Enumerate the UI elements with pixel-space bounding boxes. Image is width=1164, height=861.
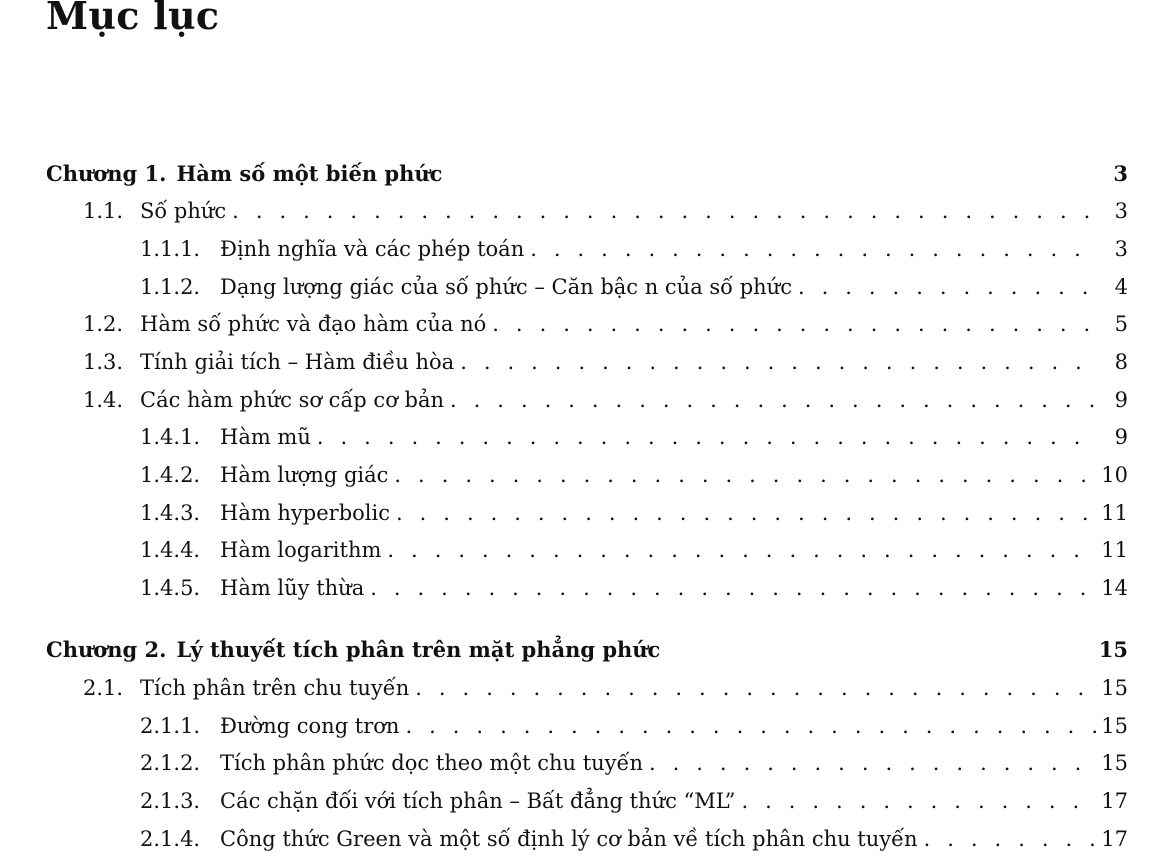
toc-entry-page: 9 [1114,425,1128,449]
toc-entry-number: 1.4.1. [140,425,201,449]
toc-entry-title: Hàm số một biến phức [176,161,443,186]
toc-entry-page: 17 [1101,827,1128,851]
toc-chapter-1[interactable] [46,161,1128,187]
toc-subsection-1-4-1[interactable] [140,424,1128,450]
toc-chapter-2[interactable] [46,637,1128,663]
toc-entry-title: Số phức [140,199,227,223]
toc-entry-title: Tích phân trên chu tuyến [140,676,410,700]
toc-subsection-1-1-2[interactable] [140,274,1128,300]
dot-leader [405,713,1096,739]
dot-leader [387,537,1096,563]
toc-section-1-3[interactable] [83,349,1128,375]
toc-entry-number: Chương 1. [46,161,167,186]
dot-leader [415,675,1096,701]
toc-entry-page: 5 [1114,312,1128,336]
toc-subsection-2-1-4[interactable] [140,826,1128,852]
toc-subsection-1-4-3[interactable] [140,500,1128,526]
dot-leader [741,788,1096,814]
toc-entry-page: 11 [1101,538,1128,562]
dot-leader [370,575,1096,601]
toc-entry-page: 9 [1114,388,1128,412]
toc-entry-title: Các chặn đối với tích phân – Bất đẳng thức “ML” [220,789,736,813]
toc-entry-page: 15 [1098,637,1128,662]
dot-leader [649,750,1096,776]
toc-entry-title: Hàm số phức và đạo hàm của nó [140,312,487,336]
toc-entry-title: Định nghĩa và các phép toán [220,237,525,261]
toc-subsection-2-1-1[interactable] [140,713,1128,739]
toc-entry-title: Tích phân phức dọc theo một chu tuyến [220,751,643,775]
page-title: Mục lục [46,0,220,38]
toc-entry-page: 8 [1114,350,1128,374]
toc-entry-number: 1.4.3. [140,501,201,525]
toc-entry-page: 15 [1101,751,1128,775]
toc-entry-title: Hàm lượng giác [220,463,389,487]
toc-entry-page: 17 [1101,789,1128,813]
toc-entry-page: 3 [1113,161,1128,186]
toc-entry-number: 1.1.2. [140,275,201,299]
toc-entry-number: 1.4.4. [140,538,201,562]
toc-entry-number: 1.4. [83,388,124,412]
toc-entry-page: 3 [1114,237,1128,261]
toc-entry-title: Hàm lũy thừa [220,576,365,600]
toc-entry-number: 1.3. [83,350,124,374]
dot-leader [492,311,1096,337]
toc-section-1-4[interactable] [83,387,1128,413]
toc-entry-page: 4 [1114,275,1128,299]
toc-entry-number: Chương 2. [46,637,167,662]
toc-entry-title: Dạng lượng giác của số phức – Căn bậc n của số phức [220,275,792,299]
toc-entry-title: Hàm logarithm [220,538,382,562]
toc-entry-title: Hàm hyperbolic [220,501,390,525]
toc-entry-title: Tính giải tích – Hàm điều hòa [140,350,455,374]
dot-leader [530,236,1096,262]
toc-entry-number: 1.4.5. [140,576,201,600]
toc-entry-number: 2.1.2. [140,751,201,775]
toc-entry-number: 1.4.2. [140,463,201,487]
toc-subsection-1-4-2[interactable] [140,462,1128,488]
dot-leader [396,500,1096,526]
toc-entry-number: 1.2. [83,312,124,336]
toc-entry-number: 2.1.3. [140,789,201,813]
toc-entry-title: Công thức Green và một số định lý cơ bản về tích phân chu tuyến [220,827,918,851]
dot-leader [798,274,1096,300]
toc-section-1-1[interactable] [83,198,1128,224]
toc-entry-title: Đường cong trơn [220,714,400,738]
dot-leader [450,387,1096,413]
toc-entry-page: 14 [1101,576,1128,600]
dot-leader [232,198,1096,224]
toc-subsection-1-1-1[interactable] [140,236,1128,262]
toc-entry-title: Các hàm phức sơ cấp cơ bản [140,388,444,412]
toc-subsection-2-1-3[interactable] [140,788,1128,814]
toc-entry-page: 11 [1101,501,1128,525]
toc-entry-number: 2.1.4. [140,827,201,851]
toc-entry-page: 15 [1101,714,1128,738]
toc-subsection-1-4-5[interactable] [140,575,1128,601]
toc-entry-title: Hàm mũ [220,425,311,449]
dot-leader [394,462,1096,488]
toc-entry-page: 10 [1101,463,1128,487]
toc-entry-title: Lý thuyết tích phân trên mặt phẳng phức [176,637,661,662]
toc-entry-number: 2.1.1. [140,714,201,738]
toc-section-2-1[interactable] [83,675,1128,701]
dot-leader [924,826,1096,852]
toc-subsection-1-4-4[interactable] [140,537,1128,563]
toc-entry-page: 15 [1101,676,1128,700]
dot-leader [460,349,1096,375]
dot-leader [317,424,1096,450]
toc-subsection-2-1-2[interactable] [140,750,1128,776]
toc-entry-page: 3 [1114,199,1128,223]
toc-entry-number: 2.1. [83,676,124,700]
toc-entry-number: 1.1.1. [140,237,201,261]
toc-section-1-2[interactable] [83,311,1128,337]
toc-entry-number: 1.1. [83,199,124,223]
